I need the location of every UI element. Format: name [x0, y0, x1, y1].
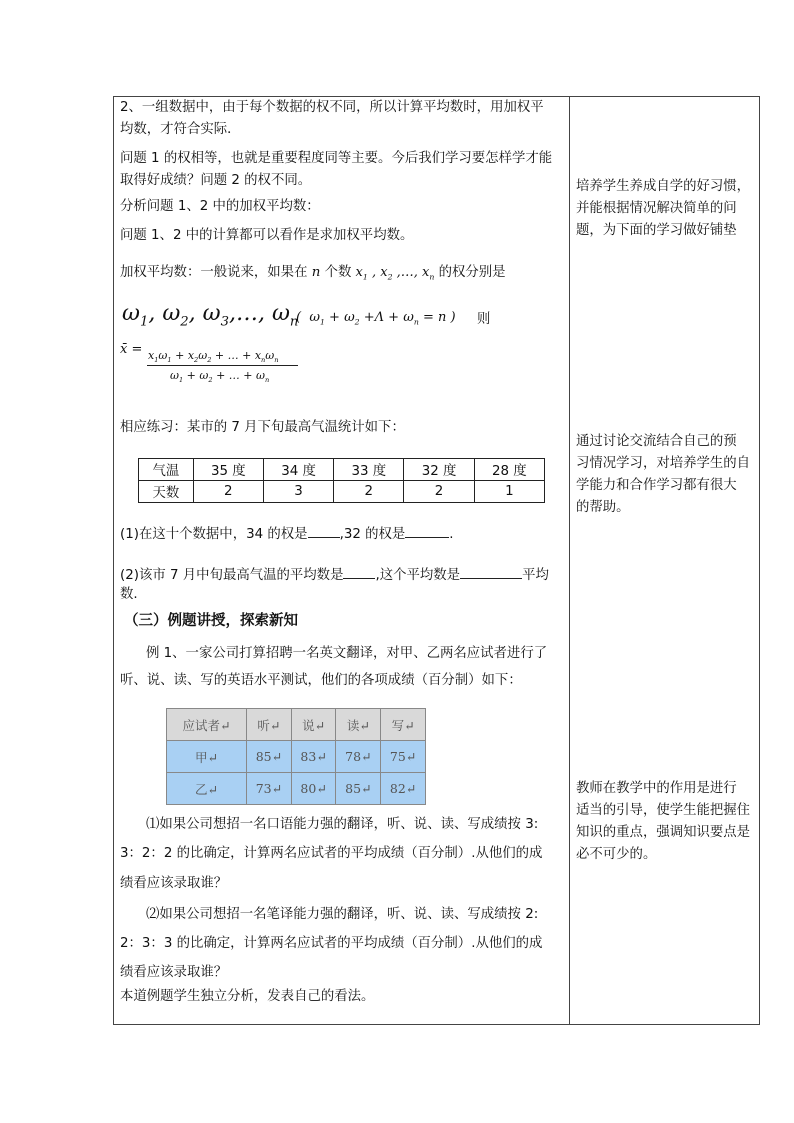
side-note-line: 知识的重点，强调知识要点是 [576, 825, 751, 840]
score-row [167, 773, 426, 805]
definition-suffix: 的权分别是 [438, 265, 506, 280]
table-cell: 天数 [139, 481, 194, 503]
table-cell: 28 度 [474, 459, 544, 481]
question-a-line1: ⑴如果公司想招一名口语能力强的翻译，听、说、读、写成绩按 3: [146, 817, 539, 832]
table-cell: 34 度 [263, 459, 333, 481]
temperature-row [139, 459, 545, 481]
table-cell: 82↵ [381, 773, 426, 805]
side-note-line: 适当的引导，使学生能把握住 [576, 803, 751, 818]
side-note-line: 题，为下面的学习做好铺垫 [576, 223, 737, 238]
table-cell: 35 度 [193, 459, 263, 481]
section-heading: （三）例题讲授，探索新知 [124, 613, 298, 629]
side-note-self-study [576, 176, 756, 242]
table-cell: 75↵ [381, 741, 426, 773]
example-line1: 例 1、一家公司打算招聘一名英文翻译，对甲、乙两名应试者进行了 [146, 646, 548, 661]
side-note-discussion [576, 431, 756, 519]
question-a-line2: 3：2：2 的比确定，计算两名应试者的平均成绩（百分制）.从他们的成 [120, 846, 543, 861]
q2-text-c: 平均 [522, 568, 549, 583]
q1-text-c: . [449, 527, 454, 542]
table-cell: 写↵ [381, 709, 426, 741]
side-note-line: 学能力和合作学习都有很大 [576, 478, 737, 493]
side-note-line: 教师在教学中的作用是进行 [576, 781, 737, 796]
table-cell: 气温 [139, 459, 194, 481]
q2-text-b: ,这个平均数是 [375, 568, 461, 583]
paragraph-problem1-line2: 取得好成绩？问题 2 的权不同。 [120, 173, 312, 188]
table-cell: 33 度 [334, 459, 404, 481]
answer-blank[interactable] [405, 522, 449, 538]
exercise-question2 [120, 563, 549, 587]
definition-mid: 个数 [324, 265, 352, 280]
definition-prefix: 加权平均数：一般说来，如果在 [120, 265, 308, 280]
answer-blank[interactable] [460, 563, 522, 579]
days-row [139, 481, 545, 503]
example-line2: 听、说、读、写的英语水平测试，他们的各项成绩（百分制）如下： [120, 673, 522, 688]
side-note-teacher-role [576, 778, 756, 866]
table-cell: 甲↵ [167, 741, 247, 773]
score-row [167, 741, 426, 773]
side-note-line: 必不可少的。 [576, 847, 657, 862]
table-cell: 说↵ [291, 709, 336, 741]
side-note-line: 通过讨论交流结合自己的预 [576, 434, 737, 449]
side-note-line: 的帮助。 [576, 500, 630, 515]
side-note-line: 培养学生养成自学的好习惯， [576, 179, 751, 194]
temperature-table [138, 458, 545, 503]
formula-denominator: $\omega_1 + \omega_2$ + … + $\omega_n$ [170, 369, 270, 385]
formula-numerator: $x_1\omega_1 + x_2\omega_2$ + … + $x_n\omega_n$ [148, 349, 279, 365]
exercise-question2-end: 数. [120, 587, 138, 602]
question-b-line1: ⑵如果公司想招一名笔译能力强的翻译，听、说、读、写成绩按 2: [146, 907, 539, 922]
formula-xbar: x̄ = [120, 342, 143, 357]
formula-weights: $\omega_1$, $\omega_2$, $\omega_3,\dots$, $\omega_n$ [122, 301, 299, 330]
table-cell: 读↵ [336, 709, 381, 741]
table-cell: 2 [334, 481, 404, 503]
q1-text-a: (1)在这十个数据中，34 的权是 [120, 527, 308, 542]
question-b-line3: 绩看应该录取谁？ [120, 965, 228, 980]
paragraph-weighted-mean: 问题 1、2 中的计算都可以看作是求加权平均数。 [120, 228, 414, 243]
table-cell: 听↵ [247, 709, 292, 741]
paragraph-problem1-line1: 问题 1 的权相等，也就是重要程度同等主要。今后我们学习要怎样学才能 [120, 151, 553, 166]
score-table [166, 708, 426, 805]
table-cell: 78↵ [336, 741, 381, 773]
table-cell: 83↵ [291, 741, 336, 773]
answer-blank[interactable] [343, 563, 375, 579]
exercise-question1 [120, 522, 454, 546]
table-cell: 85↵ [336, 773, 381, 805]
question-a-line3: 绩看应该录取谁？ [120, 876, 228, 891]
table-cell: 80↵ [291, 773, 336, 805]
definition-line [120, 262, 506, 289]
table-cell: 2 [193, 481, 263, 503]
table-cell: 乙↵ [167, 773, 247, 805]
formula-weight-sum: ( $\omega_1 + \omega_2 +\Lambda + \omega_n = n$ ) [296, 310, 456, 327]
table-cell: 应试者↵ [167, 709, 247, 741]
fraction-bar [147, 365, 298, 366]
paragraph-weights-intro-line2: 均数，才符合实际． [120, 122, 241, 137]
q1-text-b: ,32 的权是 [339, 527, 406, 542]
column-divider [569, 96, 570, 1025]
table-cell: 32 度 [404, 459, 474, 481]
table-cell: 85↵ [247, 741, 292, 773]
formula-then: 则 [477, 312, 491, 327]
math-x-list: $x_1$ , $x_2$ ,…, $x_n$ [351, 265, 435, 282]
q2-text-a: (2)该市 7 月中旬最高气温的平均数是 [120, 568, 344, 583]
table-cell: 1 [474, 481, 544, 503]
math-n: n [307, 265, 325, 280]
score-header-row [167, 709, 426, 741]
paragraph-weights-intro-line1: 2、一组数据中，由于每个数据的权不同，所以计算平均数时，用加权平 [120, 100, 544, 115]
table-cell: 2 [404, 481, 474, 503]
side-note-line: 并能根据情况解决简单的问 [576, 201, 737, 216]
closing-note: 本道例题学生独立分析，发表自己的看法。 [120, 989, 375, 1004]
table-cell: 73↵ [247, 773, 292, 805]
exercise-intro: 相应练习：某市的 7 月下旬最高气温统计如下： [120, 420, 405, 435]
paragraph-analyze: 分析问题 1、2 中的加权平均数： [120, 199, 320, 214]
question-b-line2: 2：3：3 的比确定，计算两名应试者的平均成绩（百分制）.从他们的成 [120, 936, 543, 951]
side-note-line: 习情况学习，对培养学生的自 [576, 456, 751, 471]
table-cell: 3 [263, 481, 333, 503]
answer-blank[interactable] [308, 522, 340, 538]
